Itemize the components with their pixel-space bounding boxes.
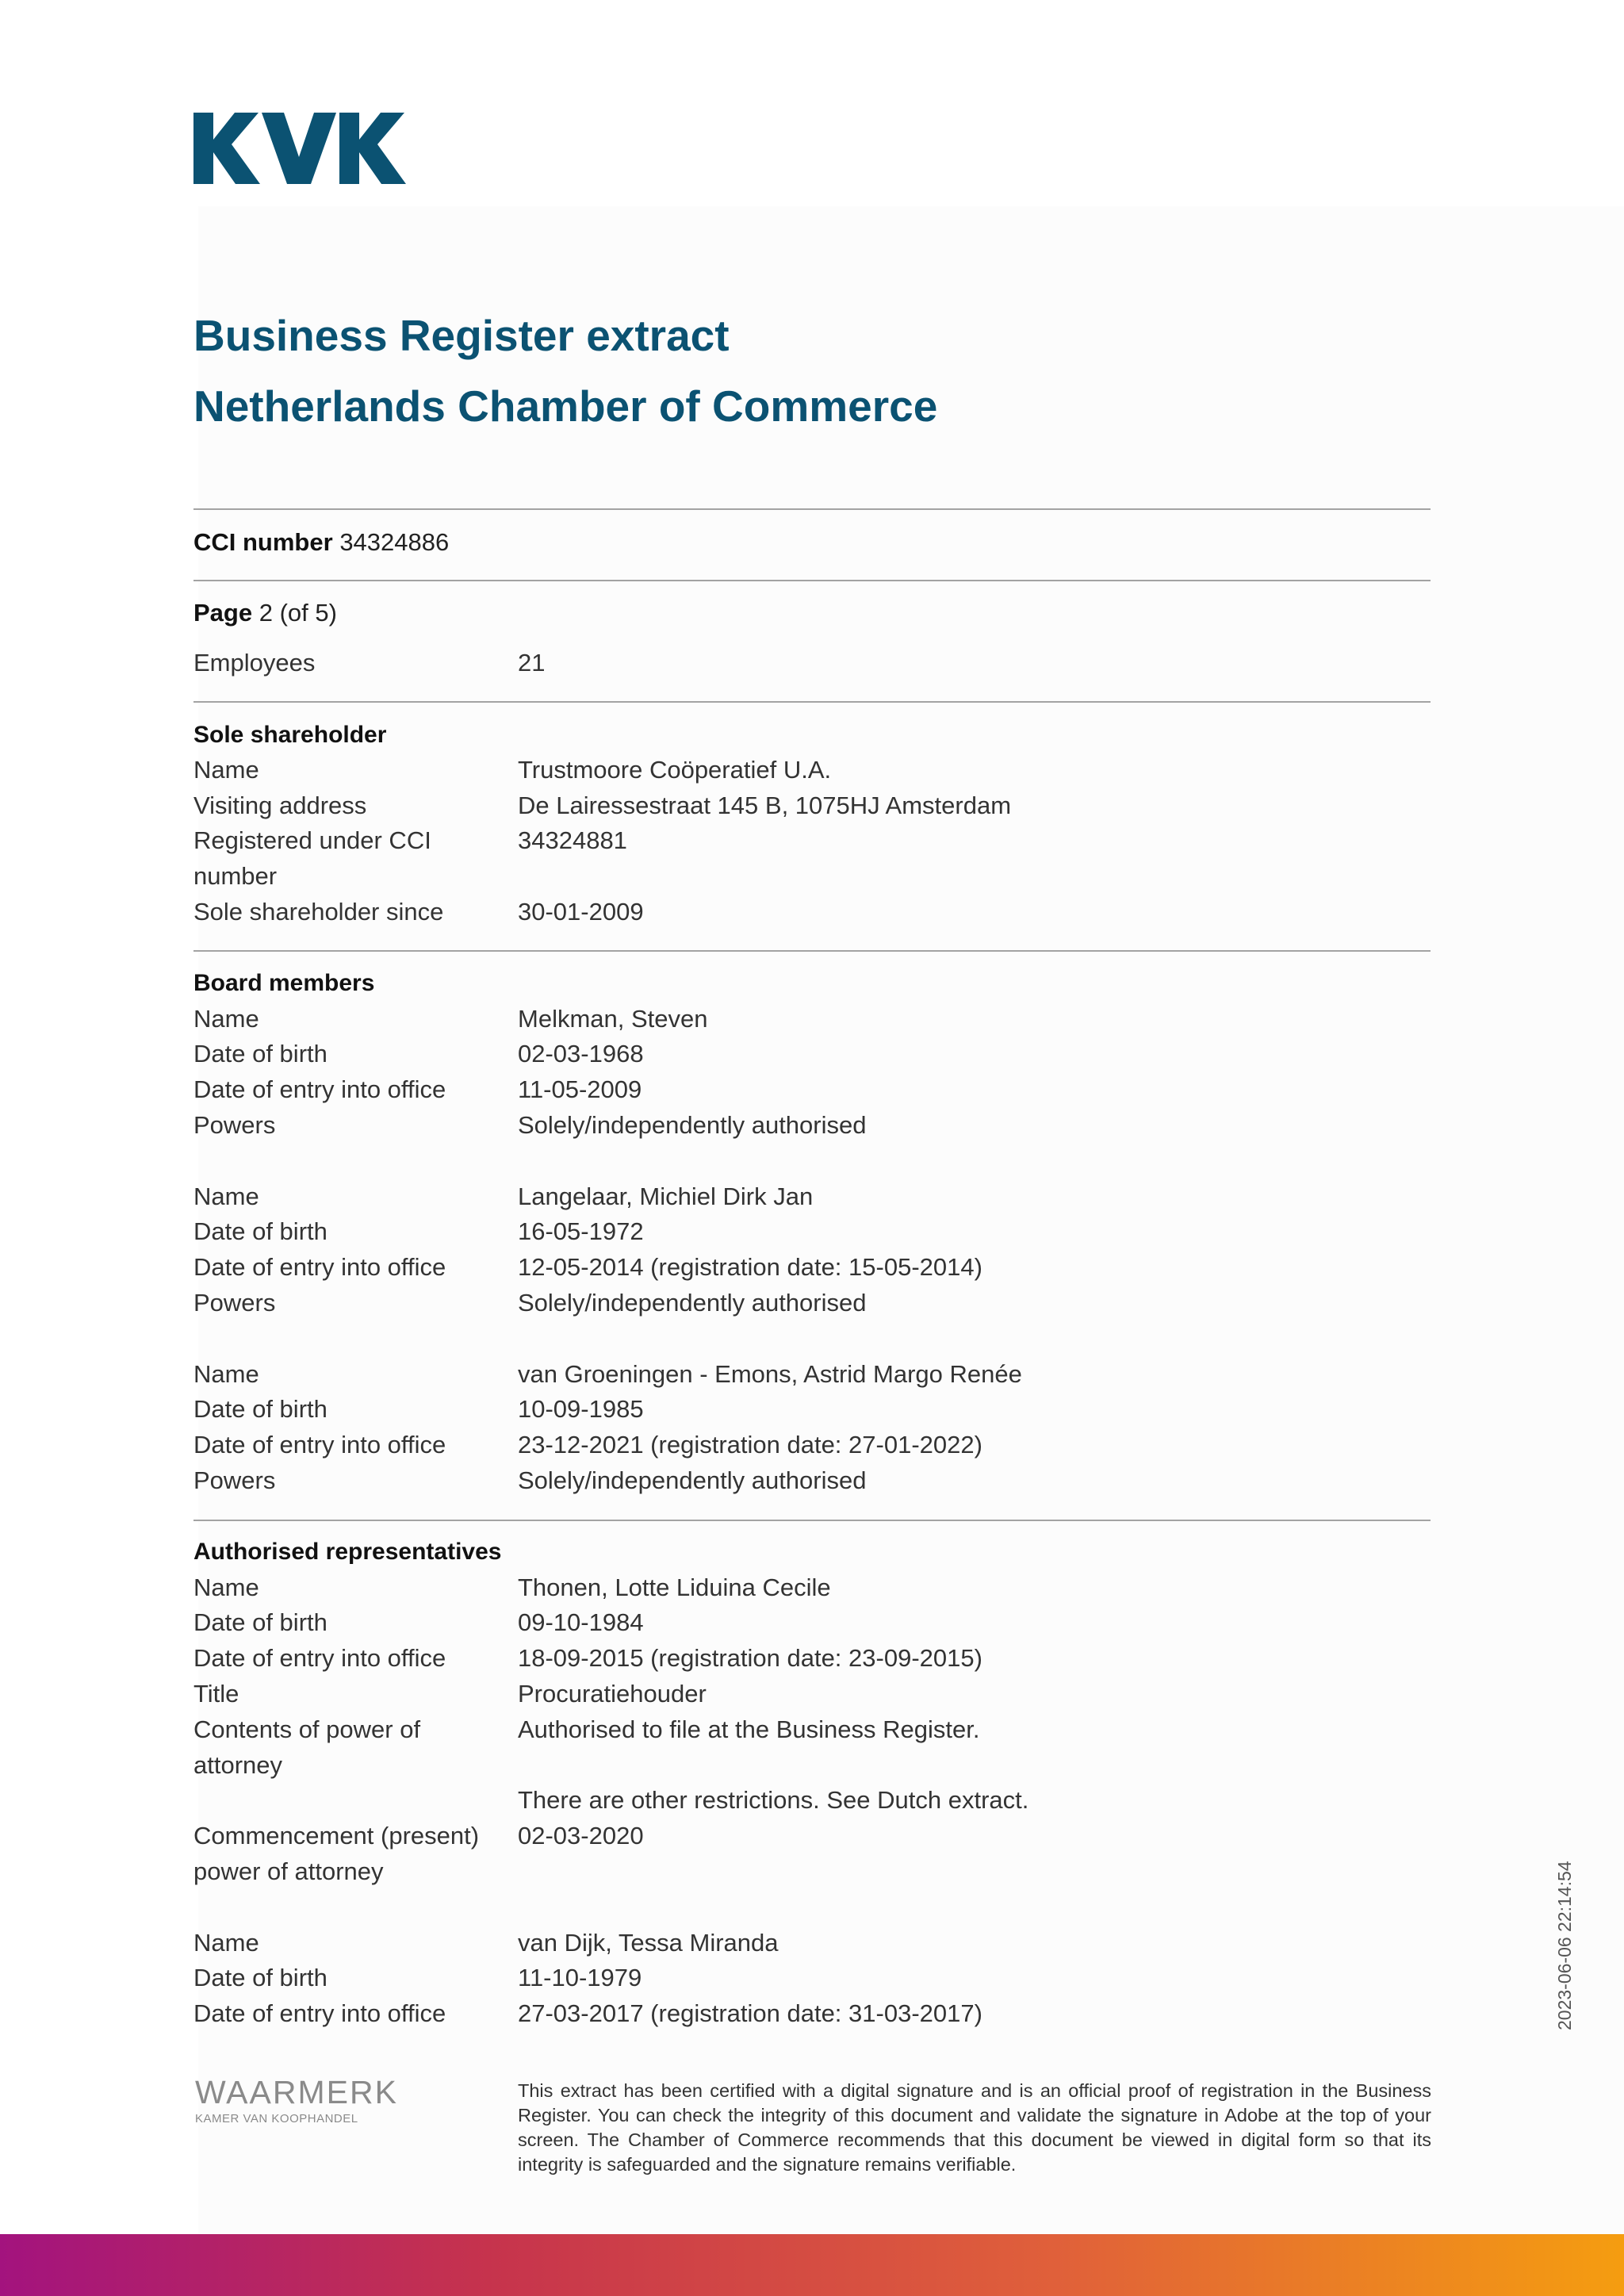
field-label: Name — [193, 1573, 259, 1601]
document-title: Business Register extract — [193, 311, 730, 360]
divider — [193, 508, 1431, 510]
field-label: Registered under CCI number — [193, 826, 431, 890]
stamp-word: WAARMERK — [195, 2074, 398, 2110]
field-label: Powers — [193, 1466, 276, 1494]
representative-dob: 11-10-1979 — [518, 1964, 642, 1991]
brand-gradient-bar — [0, 2234, 1624, 2296]
field-label: Date of birth — [193, 1608, 327, 1636]
field-label: Date of entry into office — [193, 1075, 446, 1103]
field-label: Visiting address — [193, 792, 367, 819]
board-member-powers: Solely/independently authorised — [518, 1289, 867, 1317]
employees-label: Employees — [193, 649, 316, 677]
board-member-entry: 23-12-2021 (registration date: 27-01-2022) — [518, 1431, 982, 1458]
shareholder-name: Trustmoore Coöperatief U.A. — [518, 756, 832, 784]
field-label: Date of birth — [193, 1395, 327, 1423]
field-label: Name — [193, 756, 259, 784]
field-label: Date of birth — [193, 1964, 327, 1991]
certification-disclaimer: This extract has been certified with a digital signature and is an official proof of registration in the Business Register. You can check the integrity of this document and validate the signature in Adobe at the top of your screen. The Chamber of Commerce recommends that this document be viewed in digital form so that its integrity is safeguarded and the signature remains verifiable. — [518, 2080, 1431, 2175]
shareholder-address: De Lairessestraat 145 B, 1075HJ Amsterdam — [518, 792, 1012, 819]
field-label: Date of entry into office — [193, 1431, 446, 1458]
representative-name: Thonen, Lotte Liduina Cecile — [518, 1573, 831, 1601]
board-member-entry: 11-05-2009 — [518, 1075, 642, 1103]
board-member-name: Langelaar, Michiel Dirk Jan — [518, 1182, 814, 1210]
board-member-dob: 10-09-1985 — [518, 1395, 644, 1423]
board-members-heading: Board members — [193, 970, 375, 996]
representative-contents: Authorised to file at the Business Register. — [518, 1715, 980, 1743]
cci-number-label: CCI number — [193, 528, 333, 556]
divider — [193, 701, 1431, 703]
shareholder-since: 30-01-2009 — [518, 898, 644, 926]
field-label: Name — [193, 1360, 259, 1388]
board-member-powers: Solely/independently authorised — [518, 1111, 867, 1139]
field-label: Date of entry into office — [193, 1999, 446, 2027]
representative-name: van Dijk, Tessa Miranda — [518, 1929, 779, 1957]
cci-number-value: 34324886 — [339, 528, 450, 556]
representative-dob: 09-10-1984 — [518, 1608, 644, 1636]
page-indicator — [193, 600, 337, 625]
document-subtitle: Netherlands Chamber of Commerce — [193, 381, 938, 431]
representative-entry: 18-09-2015 (registration date: 23-09-2015) — [518, 1644, 982, 1672]
generation-timestamp: 2023-06-06 22:14:54 — [1554, 1861, 1575, 2030]
board-member-name: van Groeningen - Emons, Astrid Margo Renée — [518, 1360, 1022, 1388]
field-label: Commencement (present) power of attorney — [193, 1822, 480, 1885]
field-label: Date of birth — [193, 1040, 327, 1068]
stamp-subtitle: KAMER VAN KOOPHANDEL — [195, 2112, 358, 2125]
field-label: Name — [193, 1005, 259, 1033]
page-value: 2 (of 5) — [259, 599, 337, 627]
field-label: Title — [193, 1680, 239, 1708]
board-member-dob: 02-03-1968 — [518, 1040, 644, 1068]
sole-shareholder-heading: Sole shareholder — [193, 722, 387, 748]
employees-value: 21 — [518, 649, 546, 677]
board-member-dob: 16-05-1972 — [518, 1217, 644, 1245]
representative-entry: 27-03-2017 (registration date: 31-03-2017) — [518, 1999, 982, 2027]
representative-title: Procuratiehouder — [518, 1680, 707, 1708]
cci-number — [193, 530, 449, 554]
field-label: Date of birth — [193, 1217, 327, 1245]
kvk-logo — [193, 113, 438, 184]
field-label: Date of entry into office — [193, 1644, 446, 1672]
field-label: Date of entry into office — [193, 1253, 446, 1281]
field-label: Name — [193, 1182, 259, 1210]
field-label: Powers — [193, 1111, 276, 1139]
authorised-representatives-heading: Authorised representatives — [193, 1539, 502, 1565]
divider — [193, 580, 1431, 581]
board-member-entry: 12-05-2014 (registration date: 15-05-2014) — [518, 1253, 982, 1281]
representative-commencement: 02-03-2020 — [518, 1822, 644, 1849]
board-member-name: Melkman, Steven — [518, 1005, 708, 1033]
representative-contents-note: There are other restrictions. See Dutch extract. — [518, 1786, 1029, 1814]
waarmerk-stamp — [195, 2076, 409, 2125]
divider — [193, 1520, 1431, 1521]
shareholder-cci: 34324881 — [518, 826, 627, 854]
field-label: Powers — [193, 1289, 276, 1317]
board-member-powers: Solely/independently authorised — [518, 1466, 867, 1494]
page-label: Page — [193, 599, 253, 627]
field-label: Sole shareholder since — [193, 898, 444, 926]
field-label: Contents of power of attorney — [193, 1715, 421, 1779]
divider — [193, 950, 1431, 952]
field-label: Name — [193, 1929, 259, 1957]
